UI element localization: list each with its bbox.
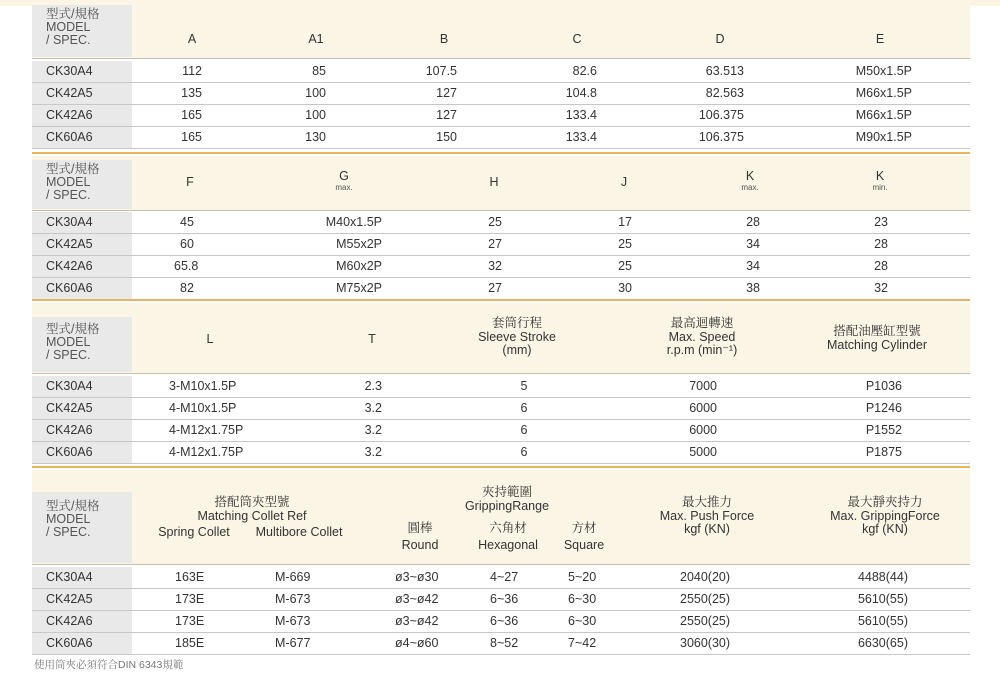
cell-multibore-collet: M-673 <box>275 614 311 628</box>
section-4-header <box>32 470 970 565</box>
cell-c: 133.4 <box>565 108 597 122</box>
cell-c: 133.4 <box>565 130 597 144</box>
header-en: Matching Collet Ref <box>197 508 307 523</box>
model-cell: CK60A6 <box>32 127 132 148</box>
header-en: Hexagonal <box>478 537 538 552</box>
cell-g: M55x2P <box>336 237 382 251</box>
table-row <box>32 212 970 234</box>
model-cell: CK42A6 <box>32 420 132 441</box>
table-row <box>32 420 970 442</box>
header-unit: kgf (KN) <box>862 522 908 536</box>
table-row <box>32 278 970 300</box>
header-unit: r.p.m (min⁻¹) <box>666 343 738 357</box>
col-header-max-push-force <box>642 496 772 537</box>
col-header-k-min <box>850 170 910 192</box>
cell-square: 6~30 <box>568 592 597 606</box>
table-row <box>32 589 970 611</box>
cell-spring-collet: 173E <box>175 592 205 606</box>
cell-square: 7~42 <box>568 636 597 650</box>
cell-sleeve-stroke: 6 <box>520 445 528 459</box>
cell-hexagonal: 6~36 <box>490 592 519 606</box>
header-main: K <box>875 169 885 183</box>
spec-label-model: MODEL <box>46 512 91 526</box>
header-en: Max. GrippingForce <box>830 508 940 523</box>
col-header-a: A <box>187 32 197 46</box>
cell-hexagonal: 4~27 <box>490 570 519 584</box>
spec-label <box>32 492 132 563</box>
table-row <box>32 83 970 105</box>
cell-d: 63.513 <box>705 64 744 78</box>
cell-k-max: 34 <box>746 237 760 251</box>
model-cell: CK42A6 <box>32 256 132 277</box>
cell-round: ø3~ø42 <box>395 614 439 628</box>
spec-label-spec: / SPEC. <box>46 188 91 202</box>
section-divider <box>32 299 970 301</box>
table-row <box>32 398 970 420</box>
cell-b: 107.5 <box>425 64 457 78</box>
header-en: Max. Speed <box>668 329 736 344</box>
cell-t: 3.2 <box>364 423 382 437</box>
table-row <box>32 256 970 278</box>
cell-max-push-force: 2550(25) <box>680 592 731 606</box>
cell-max-push-force: 2550(25) <box>680 614 731 628</box>
cell-t: 3.2 <box>364 445 382 459</box>
spec-label-zh: 型式/規格 <box>46 322 100 336</box>
cell-t: 3.2 <box>364 401 382 415</box>
cell-j: 25 <box>618 259 632 273</box>
header-sub: max. <box>335 182 353 192</box>
col-header-d: D <box>715 32 725 46</box>
model-cell: CK42A5 <box>32 83 132 104</box>
table-row <box>32 442 970 464</box>
cell-b: 150 <box>436 130 457 144</box>
cell-k-max: 28 <box>746 215 760 229</box>
cell-h: 32 <box>488 259 502 273</box>
spec-label-spec: / SPEC. <box>46 348 91 362</box>
header-main: J <box>620 175 628 189</box>
table-row <box>32 61 970 83</box>
cell-a: 112 <box>182 64 202 78</box>
cell-d: 106.375 <box>698 108 744 122</box>
header-en: Max. Push Force <box>659 508 755 523</box>
cell-multibore-collet: M-673 <box>275 592 311 606</box>
header-unit: kgf (KN) <box>684 522 730 536</box>
header-sub: max. <box>741 182 759 192</box>
cell-j: 17 <box>618 215 632 229</box>
cell-b: 127 <box>436 86 457 100</box>
spec-label-model: MODEL <box>46 20 91 34</box>
header-zh: 套筒行程 <box>491 316 542 330</box>
cell-matching-cylinder: P1036 <box>865 379 902 393</box>
spec-label <box>32 317 132 372</box>
cell-max-gripping-force: 6630(65) <box>857 636 908 650</box>
spec-label <box>32 160 132 209</box>
col-header-h <box>464 176 524 190</box>
model-cell: CK60A6 <box>32 278 132 299</box>
model-cell: CK60A6 <box>32 442 132 463</box>
model-cell: CK42A6 <box>32 105 132 126</box>
section-3-header <box>32 303 970 374</box>
col-header-square <box>556 522 612 552</box>
col-header-t: T <box>368 332 376 346</box>
header-main: G <box>339 169 349 183</box>
header-en: Round <box>401 537 439 552</box>
cell-l: 3-M10x1.5P <box>169 379 237 393</box>
section-divider <box>32 152 970 154</box>
cell-spring-collet: 173E <box>175 614 205 628</box>
cell-k-min: 23 <box>874 215 888 229</box>
section-divider <box>32 466 970 468</box>
col-header-b: B <box>439 32 449 46</box>
cell-max-gripping-force: 5610(55) <box>857 592 908 606</box>
model-cell: CK42A5 <box>32 589 132 610</box>
cell-multibore-collet: M-669 <box>275 570 311 584</box>
header-zh: 最大推力 <box>681 495 732 509</box>
cell-max-speed: 7000 <box>689 379 717 393</box>
cell-e: M50x1.5P <box>855 64 912 78</box>
cell-a1: 100 <box>305 108 326 122</box>
cell-a1: 100 <box>305 86 326 100</box>
footnote: 使用筒夾必須符合DIN 6343規範 <box>34 659 184 671</box>
cell-max-push-force: 3060(30) <box>680 636 731 650</box>
cell-l: 4-M12x1.75P <box>169 423 244 437</box>
col-header-g <box>314 170 374 192</box>
col-header-matching-cylinder <box>812 325 942 352</box>
cell-d: 82.563 <box>705 86 744 100</box>
cell-spring-collet: 185E <box>175 636 205 650</box>
cell-e: M90x1.5P <box>855 130 912 144</box>
col-header-max-gripping-force <box>810 496 960 537</box>
col-header-gripping-range <box>452 486 562 513</box>
section-2-header <box>32 156 970 211</box>
spec-label-zh: 型式/規格 <box>46 7 100 21</box>
cell-a: 165 <box>181 108 202 122</box>
model-cell: CK30A4 <box>32 61 132 82</box>
col-header-matching-collet <box>152 496 352 523</box>
cell-b: 127 <box>436 108 457 122</box>
header-main: H <box>489 175 499 189</box>
table-row <box>32 234 970 256</box>
cell-c: 82.6 <box>572 64 597 78</box>
cell-j: 25 <box>618 237 632 251</box>
cell-hexagonal: 8~52 <box>490 636 519 650</box>
model-cell: CK42A5 <box>32 398 132 419</box>
model-cell: CK30A4 <box>32 567 132 588</box>
cell-square: 5~20 <box>568 570 597 584</box>
col-header-round <box>390 522 450 552</box>
header-zh: 夾持範圍 <box>481 485 532 499</box>
header-zh: 搭配油壓缸型號 <box>833 324 921 338</box>
cell-f: 82 <box>180 281 194 295</box>
cell-k-max: 38 <box>746 281 760 295</box>
table-row <box>32 127 970 149</box>
cell-f: 65.8 <box>174 259 199 273</box>
header-zh: 六角材 <box>489 521 527 535</box>
cell-g: M75x2P <box>336 281 382 295</box>
cell-round: ø3~ø30 <box>395 570 439 584</box>
table-row <box>32 633 970 655</box>
table-row <box>32 611 970 633</box>
model-cell: CK42A5 <box>32 234 132 255</box>
header-zh: 最高迴轉速 <box>670 316 734 330</box>
model-cell: CK42A6 <box>32 611 132 632</box>
cell-f: 60 <box>180 237 194 251</box>
cell-multibore-collet: M-677 <box>275 636 311 650</box>
header-zh: 搭配筒夾型號 <box>214 495 290 509</box>
section-1-header <box>32 0 970 59</box>
header-zh: 方材 <box>571 521 597 535</box>
cell-h: 25 <box>488 215 502 229</box>
table-row <box>32 105 970 127</box>
cell-sleeve-stroke: 6 <box>520 423 528 437</box>
header-main: K <box>745 169 755 183</box>
cell-l: 4-M12x1.75P <box>169 445 244 459</box>
cell-matching-cylinder: P1875 <box>865 445 902 459</box>
col-header-spring-collet: Spring Collet <box>158 525 230 539</box>
cell-max-speed: 6000 <box>689 423 717 437</box>
cell-a: 165 <box>181 130 202 144</box>
col-header-a1: A1 <box>308 32 324 46</box>
cell-matching-cylinder: P1552 <box>865 423 902 437</box>
spec-label-zh: 型式/規格 <box>46 499 100 513</box>
header-zh: 圓棒 <box>407 521 433 535</box>
cell-c: 104.8 <box>565 86 597 100</box>
cell-round: ø4~ø60 <box>395 636 439 650</box>
spec-table-section-4 <box>32 470 970 652</box>
header-unit: (mm) <box>502 343 532 357</box>
model-cell: CK30A4 <box>32 376 132 397</box>
cell-k-min: 28 <box>874 259 888 273</box>
spec-table-section-3 <box>32 303 970 465</box>
cell-d: 106.375 <box>698 130 744 144</box>
spec-table-section-1 <box>32 0 970 152</box>
table-row <box>32 376 970 398</box>
cell-g: M60x2P <box>336 259 382 273</box>
cell-e: M66x1.5P <box>855 108 912 122</box>
cell-a: 135 <box>181 86 202 100</box>
col-header-hexagonal <box>470 522 546 552</box>
cell-max-speed: 6000 <box>689 401 717 415</box>
header-en: Sleeve Stroke <box>478 329 556 344</box>
cell-h: 27 <box>488 237 502 251</box>
model-cell: CK60A6 <box>32 633 132 654</box>
cell-max-gripping-force: 4488(44) <box>857 570 908 584</box>
cell-max-gripping-force: 5610(55) <box>857 614 908 628</box>
spec-label-zh: 型式/規格 <box>46 162 100 176</box>
cell-k-min: 28 <box>874 237 888 251</box>
cell-j: 30 <box>618 281 632 295</box>
cell-t: 2.3 <box>364 379 382 393</box>
col-header-c: C <box>572 32 582 46</box>
cell-max-push-force: 2040(20) <box>680 570 731 584</box>
spec-label-spec: / SPEC. <box>46 33 91 47</box>
cell-k-min: 32 <box>874 281 888 295</box>
col-header-f <box>160 176 220 190</box>
table-row <box>32 567 970 589</box>
col-header-multibore-collet: Multibore Collet <box>255 525 343 539</box>
cell-square: 6~30 <box>568 614 597 628</box>
cell-sleeve-stroke: 5 <box>520 379 528 393</box>
header-main: F <box>186 175 194 189</box>
col-header-e: E <box>875 32 885 46</box>
cell-g: M40x1.5P <box>325 215 382 229</box>
cell-k-max: 34 <box>746 259 760 273</box>
spec-table-section-2 <box>32 156 970 298</box>
cell-e: M66x1.5P <box>855 86 912 100</box>
header-en: Matching Cylinder <box>826 337 928 352</box>
cell-a1: 130 <box>305 130 326 144</box>
col-header-sleeve-stroke <box>462 317 572 358</box>
header-sub: min. <box>872 182 888 192</box>
header-en: GrippingRange <box>464 498 550 513</box>
col-header-k-max <box>720 170 780 192</box>
col-header-l: L <box>206 332 214 346</box>
header-zh: 最大靜夾持力 <box>847 495 923 509</box>
cell-matching-cylinder: P1246 <box>865 401 902 415</box>
cell-spring-collet: 163E <box>175 570 205 584</box>
spec-label <box>32 5 132 57</box>
col-header-j <box>594 176 654 190</box>
spec-label-spec: / SPEC. <box>46 525 91 539</box>
cell-f: 45 <box>180 215 194 229</box>
model-cell: CK30A4 <box>32 212 132 233</box>
cell-l: 4-M10x1.5P <box>169 401 237 415</box>
cell-a1: 85 <box>312 64 326 78</box>
cell-sleeve-stroke: 6 <box>520 401 528 415</box>
cell-hexagonal: 6~36 <box>490 614 519 628</box>
spec-label-model: MODEL <box>46 175 91 189</box>
cell-max-speed: 5000 <box>689 445 717 459</box>
cell-h: 27 <box>488 281 502 295</box>
col-header-max-speed <box>642 317 762 358</box>
spec-label-model: MODEL <box>46 335 91 349</box>
cell-round: ø3~ø42 <box>395 592 439 606</box>
header-en: Square <box>563 537 605 552</box>
